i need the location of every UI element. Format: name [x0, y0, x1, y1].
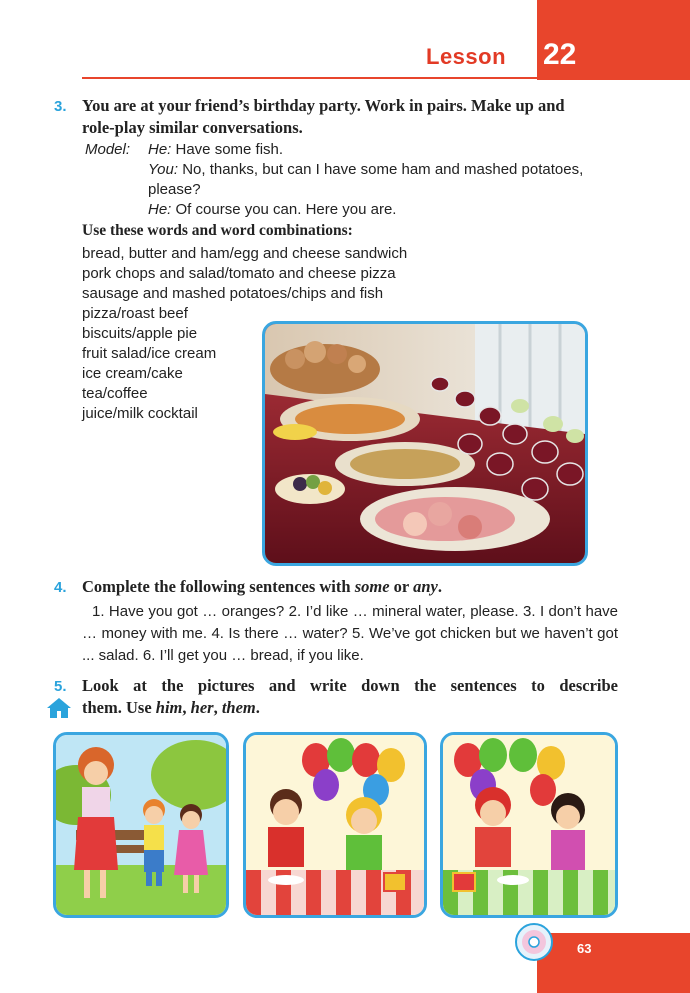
- dialogue-line-2: [148, 160, 583, 180]
- word-item: juice/milk cocktail: [82, 405, 198, 422]
- exercise-5-title-line2: [82, 697, 618, 719]
- park-illustration: [56, 735, 226, 915]
- word-item: sausage and mashed potatoes/chips and fish: [82, 285, 384, 302]
- word-item: bread, butter and ham/egg and cheese sandwich: [82, 245, 408, 262]
- party-food-illustration: [265, 324, 585, 563]
- dialogue-line-2-text: No, thanks, but can I have some ham and mashed potatoes,: [178, 161, 584, 178]
- comma-1: ,: [182, 698, 191, 717]
- exercise-5-title-end: .: [255, 698, 260, 717]
- word-or: or: [389, 577, 414, 596]
- header-rule: [82, 77, 537, 79]
- dialogue-line-1: [148, 140, 283, 160]
- picture-park: [53, 732, 229, 918]
- exercise-4-title-prefix: Complete the following sentences with: [82, 577, 355, 596]
- word-item: fruit salad/ice cream: [82, 345, 217, 362]
- dialogue-line-2-cont: please?: [148, 181, 201, 198]
- exercise-5-title: [82, 675, 618, 719]
- exercise-3-title-line2: role-play similar conversations.: [82, 118, 303, 137]
- exercise-5-title-prefix: them. Use: [82, 698, 156, 717]
- party-food-photo: [262, 321, 588, 566]
- exercise-4-sentences: 1. Have you got … oranges? 2. I’d like … mineral water, please. 3. I don’t have … money with me. 4. Is there … water? 5. We’ve got chicken but we haven’t got ... salad. 6. I’ll get you … bread, if you like.: [82, 603, 618, 664]
- model-label: Model:: [85, 141, 131, 158]
- exercise-4-number: 4.: [54, 579, 67, 596]
- lesson-label: Lesson: [426, 44, 507, 69]
- word-her: her: [190, 698, 214, 717]
- word-item: biscuits/apple pie: [82, 325, 198, 342]
- exercise-5-number: 5.: [54, 678, 67, 695]
- exercise-3-title: [82, 95, 622, 139]
- boy-girl-illustration: [246, 735, 424, 915]
- word-him: him: [155, 698, 183, 717]
- dialogue-line-3: [148, 200, 396, 220]
- word-item: pork chops and salad/tomato and cheese pizza: [82, 265, 396, 282]
- word-any: any: [413, 577, 438, 596]
- dialogue-line-1-text: Have some fish.: [171, 141, 284, 158]
- speaker-you: You:: [148, 161, 179, 178]
- page-number-box: [537, 933, 690, 993]
- exercise-3-title-line1: You are at your friend’s birthday party. Work in pairs. Make up and: [82, 96, 565, 115]
- word-item: ice cream/cake: [82, 365, 183, 382]
- exercise-3-number: 3.: [54, 98, 67, 115]
- speaker-he-2: He:: [148, 201, 172, 218]
- word-item: tea/coffee: [82, 385, 148, 402]
- word-them: them: [221, 698, 256, 717]
- comma-2: ,: [213, 698, 222, 717]
- picture-boy-girl-party: [243, 732, 427, 918]
- words-heading: Use these words and word combinations:: [82, 222, 353, 239]
- word-some: some: [354, 577, 390, 596]
- exercise-4-title: [82, 576, 442, 598]
- dialogue-line-3-text: Of course you can. Here you are.: [171, 201, 397, 218]
- page-number: 63: [577, 941, 592, 956]
- audio-cd-icon: [514, 922, 554, 962]
- word-item: pizza/roast beef: [82, 305, 188, 322]
- picture-two-girls-party: [440, 732, 618, 918]
- lesson-number: 22: [543, 38, 577, 71]
- two-girls-illustration: [443, 735, 615, 915]
- exercise-5-title-line1: Look at the pictures and write down the sentences to describe: [82, 676, 618, 695]
- speaker-he-1: He:: [148, 141, 172, 158]
- exercise-4-title-end: .: [437, 577, 442, 596]
- home-icon: [46, 697, 72, 719]
